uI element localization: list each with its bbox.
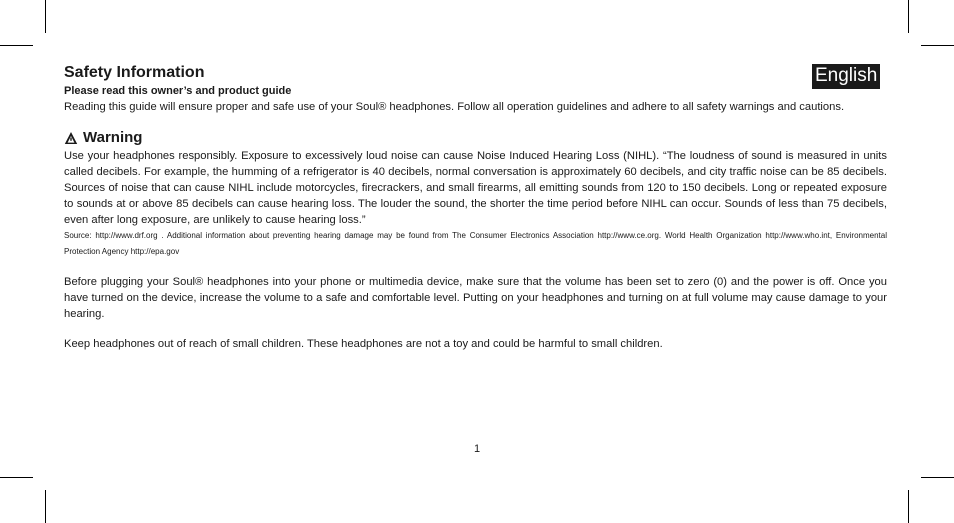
page-number: 1 (473, 443, 481, 455)
crop-mark-bottom-right-vertical (908, 490, 909, 523)
warning-triangle-icon (64, 131, 78, 145)
warning-heading-label: Warning (83, 129, 143, 146)
children-paragraph: Keep headphones out of reach of small children. These headphones are not a toy and could be harmful to small children. (64, 338, 663, 350)
crop-mark-bottom-left-vertical (45, 490, 46, 523)
source-note: Source: http://www.drf.org . Additional information about preventing hearing damage may be found from The Consumer Electronics Association http://www.ce.org. World Health Organization http://www.who.int, Environmental Protection Agency http://epa.gov (64, 231, 887, 256)
crop-mark-bottom-right-horizontal (921, 477, 954, 478)
crop-mark-top-right-vertical (908, 0, 909, 33)
crop-mark-top-left-horizontal (0, 45, 33, 46)
page-subtitle: Please read this owner’s and product guide (64, 85, 292, 97)
intro-paragraph: Reading this guide will ensure proper and safe use of your Soul® headphones. Follow all operation guidelines and adhere to all safety warnings and cautions. (64, 101, 845, 113)
crop-mark-bottom-left-horizontal (0, 477, 33, 478)
language-badge: English (812, 64, 880, 89)
page-title: Safety Information (64, 64, 205, 81)
page-content (64, 62, 887, 352)
warning-heading (64, 128, 887, 148)
volume-paragraph: Before plugging your Soul® headphones into your phone or multimedia device, make sure that the volume has been set to zero (0) and the power is off. Once you have turned on the device, increase the volume to a safe and comfortable level. Putting on your headphones and turning on at full volume may cause damage to your hearing. (64, 276, 887, 320)
warning-paragraph: Use your headphones responsibly. Exposure to excessively loud noise can cause Noise Induced Hearing Loss (NIHL). “The loudness of sound is measured in units called decibels. For example, the humming of a refrigerator is 40 decibels, normal conversation is approximately 60 decibels, and city traffic noise can be 85 decibels. Sources of noise that can cause NIHL include motorcycles, firecrackers, and small firearms, all emitting sounds from 120 to 150 decibels. Long or repeated exposure to sounds at or above 85 decibels can cause hearing loss. The louder the sound, the shorter the time period before NIHL can occur. Sounds of less than 75 decibels, even after long exposure, are unlikely to cause hearing loss.” (64, 150, 887, 226)
crop-mark-top-right-horizontal (921, 45, 954, 46)
crop-mark-top-left-vertical (45, 0, 46, 33)
